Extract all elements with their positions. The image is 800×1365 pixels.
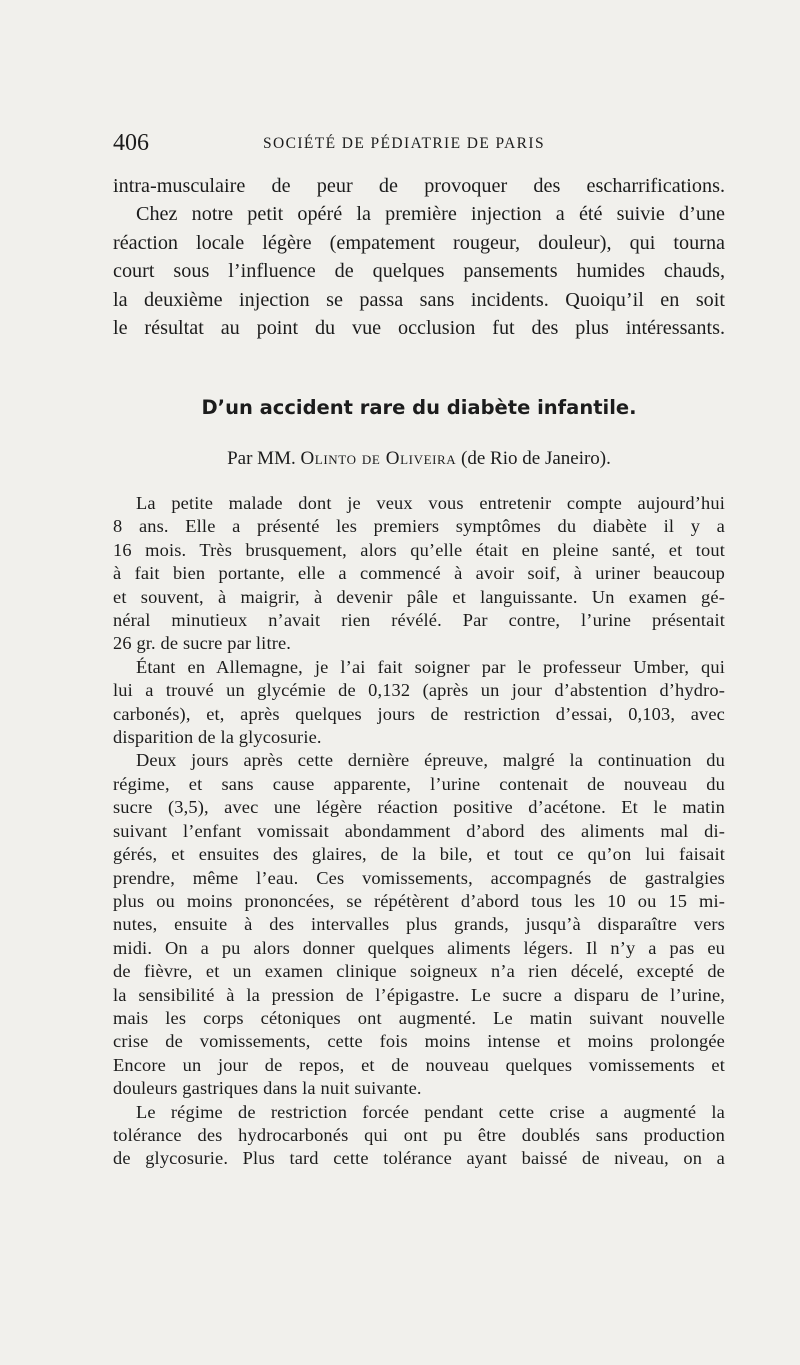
text-line: tolérance des hydrocarbonés qui ont pu être doublés sans production xyxy=(113,1124,725,1145)
section-title: D’un accident rare du diabète infantile. xyxy=(201,396,637,419)
text-line: la sensibilité à la pression de l’épigastre. Le sucre a disparu de l’urine, xyxy=(113,984,725,1005)
text-line: 26 gr. de sucre par litre. xyxy=(113,633,292,654)
byline-prefix: Par MM. xyxy=(227,448,296,469)
text-line: Deux jours après cette dernière épreuve, malgré la continuation du xyxy=(136,750,725,771)
text-line: plus ou moins prononcées, se répétèrent d’abord tous les 10 ou 15 mi- xyxy=(113,890,725,911)
text-line: nutes, ensuite à des intervalles plus grands, jusqu’à disparaître vers xyxy=(113,914,725,935)
byline xyxy=(113,446,725,472)
text-line: intra-musculaire de peur de provoquer des escharrifications. xyxy=(113,175,725,197)
text-line: le résultat au point du vue occlusion fut des plus intéressants. xyxy=(113,317,725,340)
text-line: disparition de la glycosurie. xyxy=(113,727,322,748)
text-line: court sous l’influence de quelques pansements humides chauds, xyxy=(113,260,725,283)
text-line: suivant l’enfant vomissait abondamment d’abord des aliments mal di- xyxy=(113,820,725,841)
page-number: 406 xyxy=(113,130,149,156)
running-header xyxy=(113,128,725,160)
text-line: de fièvre, et un examen clinique soigneux n’a rien décelé, excepté de xyxy=(113,961,725,982)
author-name: Olinto de Oliveira xyxy=(300,448,457,469)
text-line: régime, et sans cause apparente, l’urine contenait de nouveau du xyxy=(113,773,725,794)
text-line: Étant en Allemagne, je l’ai fait soigner par le professeur Umber, qui xyxy=(136,656,725,677)
text-line: douleurs gastriques dans la nuit suivante. xyxy=(113,1078,422,1099)
text-line: la deuxième injection se passa sans incidents. Quoiqu’il en soit xyxy=(113,288,725,311)
text-line: 8 ans. Elle a présenté les premiers symptômes du diabète il y a xyxy=(113,516,725,537)
text-line: carbonés), et, après quelques jours de restriction d’essai, 0,103, avec xyxy=(113,703,725,724)
text-line: crise de vomissements, cette fois moins intense et moins prolongée xyxy=(113,1031,725,1052)
text-line: mais les corps cétoniques ont augmenté. Le matin suivant nouvelle xyxy=(113,1007,725,1028)
text-line: de glycosurie. Plus tard cette tolérance ayant baissé de niveau, on a xyxy=(113,1148,725,1169)
text-line: et souvent, à maigrir, à devenir pâle et languissante. Un examen gé- xyxy=(113,586,725,607)
text-line: 16 mois. Très brusquement, alors qu’elle était en pleine santé, et tout xyxy=(113,539,725,560)
text-line: midi. On a pu alors donner quelques aliments légers. Il n’y a pas eu xyxy=(113,937,725,958)
text-line: Encore un jour de repos, et de nouveau quelques vomissements et xyxy=(113,1054,725,1075)
article-body xyxy=(113,492,725,1171)
intro-paragraph xyxy=(113,172,725,342)
text-line: néral minutieux n’avait rien révélé. Par contre, l’urine présentait xyxy=(113,610,725,631)
text-line: Chez notre petit opéré la première injection a été suivie d’une xyxy=(136,203,725,226)
byline-suffix: (de Rio de Janeiro). xyxy=(461,448,611,469)
text-line: prendre, même l’eau. Ces vomissements, accompagnés de gastralgies xyxy=(113,867,725,888)
text-line: à fait bien portante, elle a commencé à avoir soif, à uriner beaucoup xyxy=(113,563,725,584)
text-line: réaction locale légère (empatement rougeur, douleur), qui tourna xyxy=(113,231,725,254)
running-title: SOCIÉTÉ DE PÉDIATRIE DE PARIS xyxy=(263,135,546,152)
text-line: La petite malade dont je veux vous entretenir compte aujourd’hui xyxy=(136,493,725,513)
text-line: gérés, et ensuites des glaires, de la bile, et tout ce qu’on lui faisait xyxy=(113,844,725,865)
text-line: sucre (3,5), avec une légère réaction positive d’acétone. Et le matin xyxy=(113,797,725,818)
text-line: lui a trouvé un glycémie de 0,132 (après un jour d’abstention d’hydro- xyxy=(113,680,725,701)
text-line: Le régime de restriction forcée pendant cette crise a augmenté la xyxy=(136,1101,725,1122)
